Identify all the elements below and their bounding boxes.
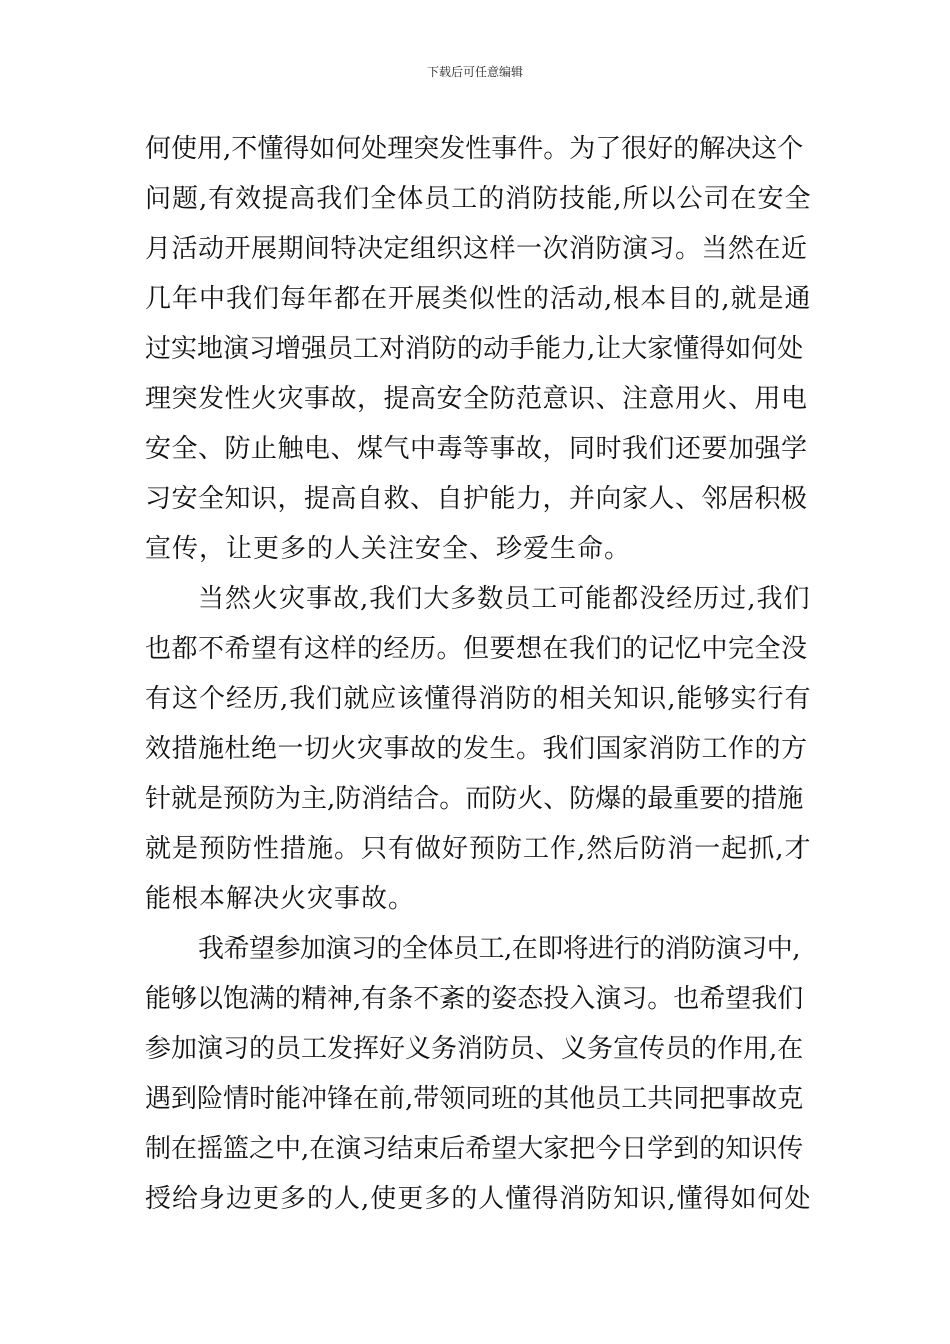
text-line: 也都不希望有这样的经历。但要想在我们的记忆中完全没 bbox=[145, 634, 808, 664]
text-line: 就是预防性措施。只有做好预防工作,然后防消一起抓,才 bbox=[145, 834, 812, 864]
text-line: 过实地演习增强员工对消防的动手能力,让大家懂得如何处 bbox=[145, 334, 804, 364]
text-line: 何使用,不懂得如何处理突发性事件。为了很好的解决这个 bbox=[145, 134, 804, 164]
text-line: 理突发性火灾事故，提高安全防范意识、注意用火、用电 bbox=[145, 384, 808, 414]
text-line: 能够以饱满的精神,有条不紊的姿态投入演习。也希望我们 bbox=[145, 984, 804, 1014]
text-line: 习安全知识，提高自救、自护能力，并向家人、邻居积极 bbox=[145, 484, 808, 514]
text-line: 遇到险情时能冲锋在前,带领同班的其他员工共同把事故克 bbox=[145, 1084, 804, 1114]
text-line: 几年中我们每年都在开展类似性的活动,根本目的,就是通 bbox=[145, 284, 812, 314]
text-line: 我希望参加演习的全体员工,在即将进行的消防演习中, bbox=[198, 934, 801, 964]
text-line: 有这个经历,我们就应该懂得消防的相关知识,能够实行有 bbox=[145, 684, 812, 714]
text-line: 制在摇篮之中,在演习结束后希望大家把今日学到的知识传 bbox=[145, 1134, 804, 1164]
page-header: 下载后可任意编辑 bbox=[426, 65, 523, 79]
text-line: 当然火灾事故,我们大多数员工可能都没经历过,我们 bbox=[198, 584, 811, 614]
text-line: 安全、防止触电、煤气中毒等事故，同时我们还要加强学 bbox=[145, 434, 808, 464]
text-line: 参加演习的员工发挥好义务消防员、义务宣传员的作用,在 bbox=[145, 1034, 804, 1064]
text-line: 月活动开展期间特决定组织这样一次消防演习。当然在近 bbox=[145, 234, 808, 264]
text-line: 授给身边更多的人,使更多的人懂得消防知识,懂得如何处 bbox=[145, 1184, 812, 1214]
text-line: 效措施杜绝一切火灾事故的发生。我们国家消防工作的方 bbox=[145, 734, 808, 764]
text-line: 针就是预防为主,防消结合。而防火、防爆的最重要的措施 bbox=[145, 784, 804, 814]
text-line: 问题,有效提高我们全体员工的消防技能,所以公司在安全 bbox=[145, 184, 812, 214]
text-line: 宣传，让更多的人关注安全、珍爱生命。 bbox=[145, 534, 632, 564]
text-line: 能根本解决火灾事故。 bbox=[145, 884, 416, 914]
